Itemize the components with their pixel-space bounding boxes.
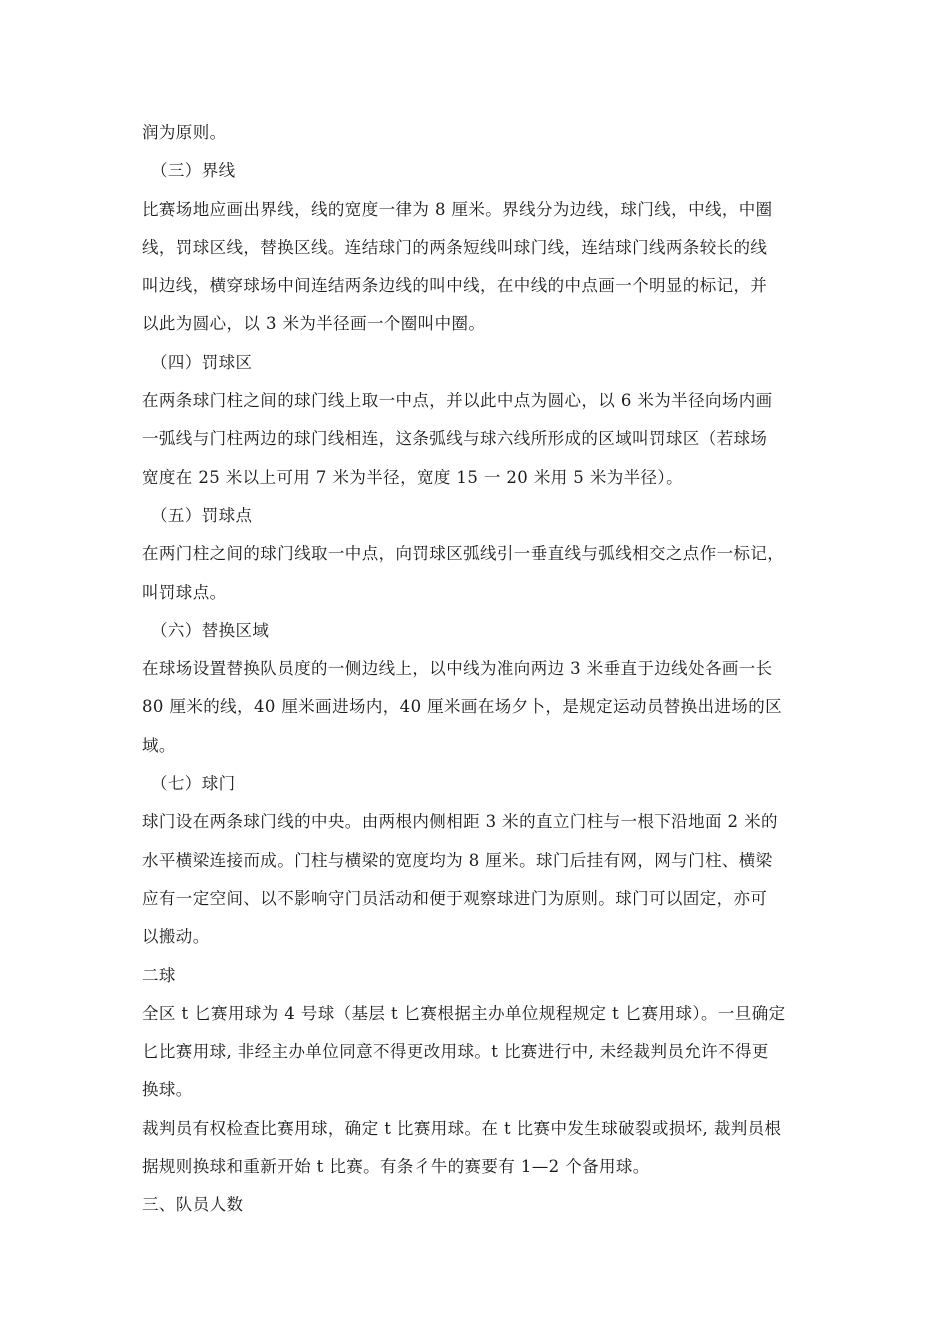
chapter-heading-ball: 二球 <box>142 965 176 985</box>
text-line: 球门设在两条球门线的中央。由两根内侧相距 3 米的直立门柱与一根下沿地面 2 米的 <box>142 812 778 832</box>
text-line: 水平横梁连接而成。门柱与横梁的宽度均为 8 厘米。球门后挂有网，网与门柱、横梁 <box>142 850 773 870</box>
section-heading-goal: （七）球门 <box>151 774 236 794</box>
text-line: 润为原则。 <box>142 123 227 142</box>
text-line: 以此为圆心，以 3 米为半径画一个圈叫中圈。 <box>142 314 486 334</box>
text-line: 域。 <box>142 735 176 755</box>
text-line: 叫罚球点。 <box>142 582 227 602</box>
document-body <box>142 114 822 1225</box>
text-line: 在两条球门柱之间的球门线上取一中点，并以此中点为圆心，以 6 米为半径向场内画 <box>142 391 773 411</box>
text-line: 线，罚球区线，替换区线。连结球门的两条短线叫球门线，连结球门线两条较长的线 <box>142 237 768 257</box>
text-line: 以搬动。 <box>142 927 210 947</box>
text-line: 在两门柱之间的球门线取一中点，向罚球区弧线引一垂直线与弧线相交之点作一标记， <box>142 544 785 564</box>
text-line: 匕比赛用球, 非经主办单位同意不得更改用球。t 比赛进行中, 未经裁判员允许不得更 <box>142 1042 769 1062</box>
text-line: 80 厘米的线，40 厘米画进场内，40 厘米画在场夕卜，是规定运动员替换出进场的区 <box>142 697 783 717</box>
section-heading-boundary-lines: （三）界线 <box>151 161 236 181</box>
text-line: 全区 t 匕赛用球为 4 号球（基层 t 匕赛根据主办单位规程规定 t 匕赛用球）。一旦确定 <box>142 1003 786 1023</box>
text-line: 一弧线与门柱两边的球门线相连，这条弧线与球六线所形成的区域叫罚球区（若球场 <box>142 429 768 449</box>
text-line: 换球。 <box>142 1080 193 1100</box>
text-line: 据规则换球和重新开始 t 比赛。有条彳牛的赛要有 1—2 个备用球。 <box>142 1157 650 1177</box>
text-line: 裁判员有权检查比赛用球，确定 t 比赛用球。在 t 比赛中发生球破裂或损坏, 裁判员根 <box>142 1118 782 1138</box>
section-heading-penalty-area: （四）罚球区 <box>151 352 253 372</box>
chapter-heading-player-count: 三、队员人数 <box>142 1195 244 1215</box>
text-line: 在球场设置替换队员度的一侧边线上，以中线为准向两边 3 米垂直于边线处各画一长 <box>142 659 773 679</box>
section-heading-penalty-spot: （五）罚球点 <box>151 505 253 525</box>
section-heading-substitution-zone: （六）替换区域 <box>151 620 270 640</box>
text-line: 比赛场地应画出界线，线的宽度一律为 8 厘米。界线分为边线，球门线，中线，中圈 <box>142 199 773 219</box>
text-line: 宽度在 25 米以上可用 7 米为半径，宽度 15 一 20 米用 5 米为半径）。 <box>142 467 683 487</box>
text-line: 应有一定空间、以不影响守门员活动和便于观察球进门为原则。球门可以固定，亦可 <box>142 888 768 908</box>
text-line: 叫边线，横穿球场中间连结两条边线的叫中线，在中线的中点画一个明显的标记，并 <box>142 276 768 296</box>
